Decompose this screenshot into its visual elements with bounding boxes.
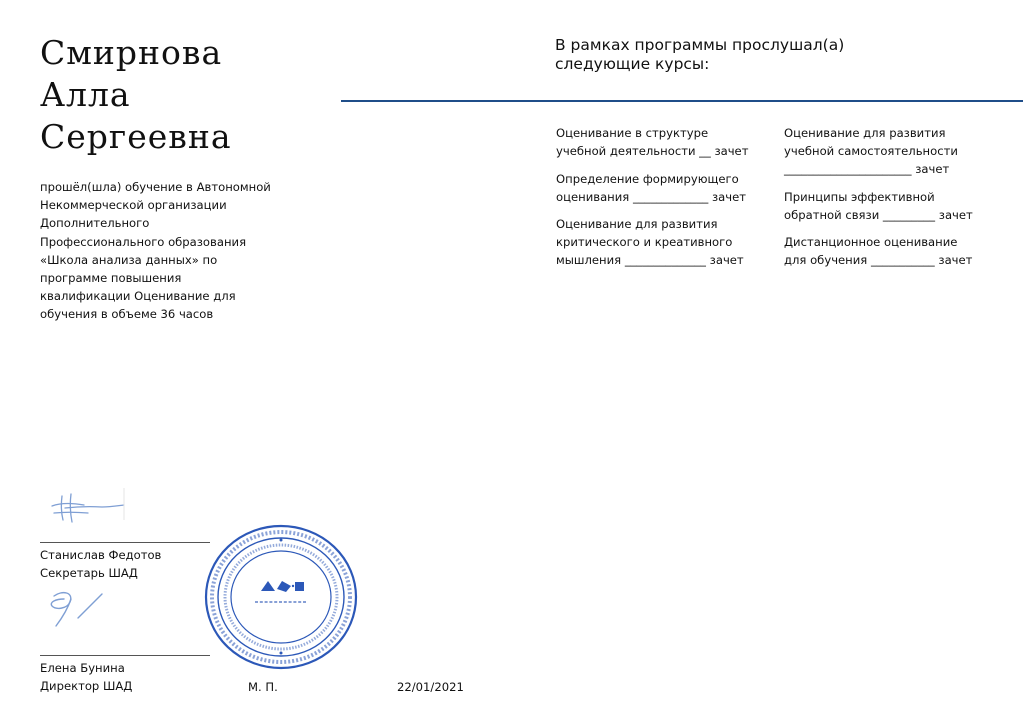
signatory-1 (40, 546, 161, 582)
course-line: оценивания _____________ зачет (556, 190, 746, 205)
course-line: критического и креативного (556, 235, 733, 250)
signatory-2 (40, 659, 132, 695)
course-line: ______________________ зачет (784, 162, 950, 177)
statement-line: Некоммерческой организации (40, 198, 227, 213)
course-item (784, 233, 972, 269)
signatory-name: Елена Бунина (40, 661, 125, 675)
statement-line: программе повышения (40, 271, 182, 286)
course-line: мышления ______________ зачет (556, 253, 744, 268)
signatory-name: Станислав Федотов (40, 548, 162, 562)
courses-heading-line: следующие курсы: (555, 54, 710, 73)
signatory-title: Директор ШАД (40, 679, 133, 694)
organization-seal-icon (203, 522, 359, 672)
course-item (556, 124, 748, 160)
course-line: Определение формирующего (556, 172, 739, 186)
statement-line: Профессионального образования (40, 234, 247, 249)
seal-label: М. П. (248, 680, 278, 694)
signature-bunina-icon (44, 588, 106, 632)
signature-line (40, 542, 210, 543)
completion-statement (40, 178, 285, 324)
statement-line: прошёл(шла) обучение в Автономной (40, 180, 271, 194)
courses-heading (555, 36, 844, 73)
recipient-patronymic: Сергеевна (40, 117, 232, 156)
signature-fedotov-icon (40, 486, 130, 526)
course-line: Оценивание для развития (556, 217, 718, 231)
course-line: для обучения ___________ зачет (784, 253, 973, 268)
course-line: обратной связи _________ зачет (784, 208, 973, 223)
courses-heading-line: В рамках программы прослушал(а) (555, 36, 845, 54)
recipient-name (40, 32, 232, 158)
statement-line: квалификации Оценивание для (40, 289, 236, 304)
course-line: Принципы эффективной (784, 190, 935, 204)
course-line: Оценивание для развития (784, 126, 946, 140)
course-item (784, 124, 958, 179)
signatory-title: Секретарь ШАД (40, 566, 138, 581)
course-line: Оценивание в структуре (556, 126, 709, 140)
signature-line (40, 655, 210, 656)
statement-line: обучения в объеме 36 часов (40, 307, 214, 322)
course-item (556, 170, 746, 206)
course-line: Дистанционное оценивание (784, 235, 958, 249)
course-item (784, 188, 973, 224)
recipient-surname: Смирнова (40, 33, 223, 72)
recipient-first-name: Алла (40, 75, 131, 114)
course-line: учебной самостоятельности (784, 144, 958, 159)
statement-line: «Школа анализа данных» по (40, 252, 218, 267)
course-line: учебной деятельности __ зачет (556, 144, 749, 159)
statement-line: Дополнительного (40, 216, 150, 231)
course-item (556, 215, 744, 270)
heading-divider (341, 100, 1023, 102)
issue-date: 22/01/2021 (397, 680, 464, 694)
